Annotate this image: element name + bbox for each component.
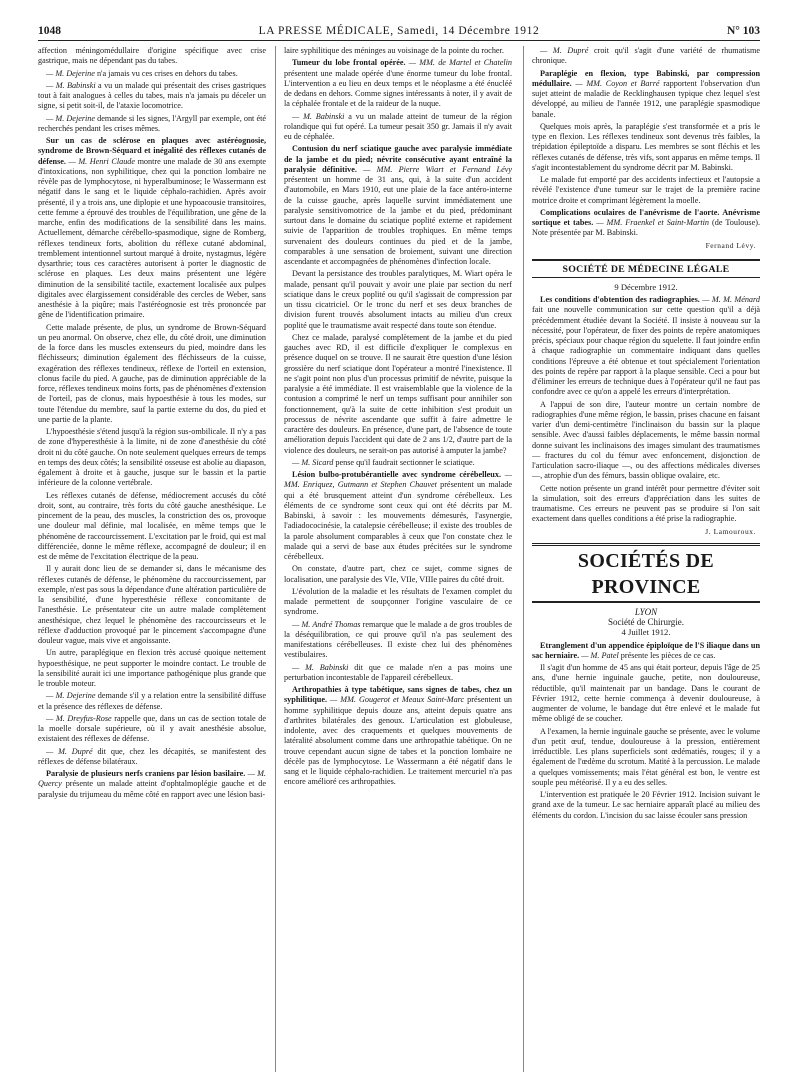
- paragraph: Le malade fut emporté par des accidents infectieux et l'autopsie a révélé l'existence d'une tumeur sur le trajet de la première racine motrice droite et comprimant légèrement la moelle.: [532, 175, 760, 205]
- speaker: — M. Babinski: [292, 662, 349, 672]
- journal-title: LA PRESSE MÉDICALE, Samedi, 14 Décembre 1912: [258, 25, 540, 37]
- paragraph-text: dit que ce malade n'en a pas moins une perturbation incontestable de l'appareil cérébelleux.: [284, 662, 512, 682]
- paragraph: [284, 470, 512, 562]
- speaker: — M. Dejerine: [46, 113, 96, 123]
- paragraph: Un autre, paraplégique en flexion très accusé quoique nettement hypoesthésique, ne peut supporter le moindre contact. Le trouble de la sensibilité aurait ici une importance pathogénique plus grande que le trouble moteur.: [38, 648, 266, 688]
- paragraph-text: présentent un malade qui a été brusquement atteint d'un syndrome cérébelleux. Les éléments de ce syndrome sont ceux qui ont été décrits par M. Babinski, à savoir : les mouvements démesurés, l'asynergie, l'adiadococinésie, la catalepsie cérébelleuse; il existe des troubles de la parole absolument comparables à ceux que l'on constate chez le malade qui a servi de base aux études précitées sur le syndrome cérébelleux.: [284, 480, 512, 561]
- paragraph: [38, 69, 266, 79]
- column-rule: [523, 46, 524, 1072]
- signature: J. Lamouroux.: [705, 526, 756, 536]
- paragraph: [38, 136, 266, 321]
- article-columns: [38, 46, 760, 1072]
- column-left: [38, 46, 266, 1072]
- paragraph: Il y aurait donc lieu de se demander si, dans le mécanisme des réflexes cutanés de défense, le phénomène du raccourcissement, par exemple, n'est pas sous la dépendance d'une altération particulière de la sensibilité, d'une hyperesthésie réflexe concomitante de l'anesthésie. Le présentateur cite un autre malade complètement anesthésique, chez lequel le phénomène des raccourcisseurs et le réflexe d'adduction provoqué par le pincement s'accompagne d'une douleur vague, mais vive et angoissante.: [38, 564, 266, 645]
- paragraph: On constate, d'autre part, chez ce sujet, comme signes de localisation, une paralysie des VIe, VIIe, VIIIe paires du côté droit.: [284, 564, 512, 584]
- speaker: — M. Dejerine: [46, 691, 96, 701]
- paragraph: A l'appui de son dire, l'auteur montre un certain nombre de radiographies d'une même région, le bassin, prises chacune en faisant varier d'un demi-centimètre l'inclinaison du bassin sur la plaque sensible. Avec d'aussi faibles déplacements, le même bassin normal donne suivant les inclinaisons des images simulant des traumatismes — fractures du col du fémur avec enfoncement, disjonction de l'articulation sacro-iliaque —, ou des affections médicales diverses—, atrophie d'un des fémurs, bassin oblique ovalaire, etc.: [532, 399, 760, 481]
- speaker: — M. Babinski: [292, 111, 345, 121]
- speaker: — M. Dupré: [540, 46, 589, 55]
- paragraph: [284, 663, 512, 684]
- paragraph-text: remarque que le malade a de gros troubles de la déséquilibration, ce qui prouve qu'il n'a pas seulement des manifestations cérébelleuses. Il existe chez lui des phénomènes vestibulaires.: [284, 619, 512, 660]
- paragraph-text: rappelle que, dans un cas de section totale de la moelle dorsale supérieure, où il y avait anesthésie absolue, existaient des réflexes de défense.: [38, 713, 266, 744]
- paragraph-text: montre une malade de 30 ans exempte d'intoxications, non syphilitique, chez qui la ponction lombaire ne révèle pas de lymphocytose, ni hyperalbuminose; le Wassermann est négatif dans le sang et le liquide céphalo-rachidien. Après avoir présenté, il y a trois ans, une diplopie et une hypoacousie transitoires, cette femme a éprouvé des troubles de l'équilibration, une gêne de la marche, enfin des modifications de la sensibilité dans les mains. Actuellement, démarche cérébello-spasmodique, signe de Romberg, réflexes tendineux forts, abolition du réflexe cutané abdominal, tremblement intentionnel surtout marqué à droite, nystagmus, légère dysarthrie; tous ces caractères autorisent à porter le diagnostic de sclérose en plaques. Les deux mains présentent une légère diminution de la sensibilité tactile, exactement localisée aux pulpes digitales avec élargissement considérable des cercles de Weber, sans anesthésie à la piqûre; mais l'astéréognosie est très prononcée par gêne de l'identification primaire.: [38, 156, 266, 320]
- paragraph: [284, 620, 512, 661]
- article-title: Complications oculaires de l'anévrisme de l'aorte. Anévrisme sortique et tabes.: [532, 207, 760, 227]
- article-title: Arthropathies à type tabétique, sans signes de tabes, chez un syphilitique.: [284, 685, 512, 705]
- paragraph: affection méningomédullaire d'origine spécifique avec crise gastrique, mais ne dépendant pas du tabes.: [38, 46, 266, 66]
- article-title: Contusion du nerf sciatique gauche avec paralysie immédiate de la jambe et du pied; névrite consécutive ayant entraîné la paralysie définitive.: [284, 144, 512, 174]
- page-number: 1048: [38, 25, 61, 37]
- article-title: Paraplégie en flexion, type Babinski, par compression médullaire.: [532, 68, 760, 88]
- paragraph-text: présente un malade atteint d'ophtalmoplégie gauche et de paralysie du trijumeau du même côté en rapport avec une lésion basi-: [38, 779, 266, 799]
- paragraph-text: présente les pièces de ce cas.: [618, 650, 716, 660]
- paragraph: [38, 114, 266, 135]
- paragraph: [532, 208, 760, 239]
- paragraph: Quelques mois après, la paraplégie s'est transformée et a pris le type en flexion. Les réflexes tendineux sont devenus très faibles, la trépidation épileptoïde a disparu. Les membres se sont fléchis et les réflexes cutanés de défense, très vifs, sont apparus en même temps. Il s'agit incontestablement du syndrome décrit par M. Babinski.: [532, 121, 760, 172]
- article-title: Sur un cas de sclérose en plaques avec astéréognosie, syndrome de Brown-Séquard et inégalité des réflexes cutanés de défense.: [38, 136, 266, 166]
- speaker: — M. Quercy: [38, 769, 266, 789]
- paragraph: [38, 747, 266, 768]
- signature: Fernand Lévy.: [705, 240, 756, 250]
- paragraph-text: demande s'il y a relation entre la sensibilité diffuse et la présence des réflexes de défense.: [38, 691, 266, 711]
- article-title: Tumeur du lobe frontal opérée.: [292, 58, 406, 68]
- paragraph-text: présentent une malade opérée d'une énorme tumeur du lobe frontal. L'intervention a eu lieu en deux temps et le néoplasme a été énucléé de dedans en dehors. Comme signes intéressants à noter, il y avait de la céphalée frontale et de la raideur de la nuque.: [284, 68, 512, 109]
- section-title: SOCIÉTÉ DE MÉDECINE LÉGALE: [562, 263, 730, 275]
- speaker: — MM. Coyon et Barré: [571, 78, 660, 88]
- column-right: [532, 46, 760, 1072]
- section-header: [532, 259, 760, 278]
- speaker: — M. Dreyfus-Rose: [46, 713, 112, 723]
- paragraph: L'évolution de la maladie et les résultats de l'examen complet du malade permettent de soupçonner l'origine vasculaire de ce syndrome.: [284, 586, 512, 617]
- speaker: — M. M. Ménard: [699, 295, 760, 304]
- paragraph-text: n'a jamais vu ces crises en dehors du tabes.: [94, 68, 238, 78]
- page-header: [38, 22, 760, 41]
- paragraph: laire syphilitique des méninges au voisinage de la pointe du rocher.: [284, 46, 504, 55]
- paragraph: A l'examen, la hernie inguinale gauche se présente, avec le volume d'un petit œuf, tendue, douloureuse à la pression, entièrement irréductible. Les plans superficiels sont œdématiés, rouges; il y a également de l'œdème du scrotum. Matité à la percussion. Le malade a quelques vomissements; mais l'état général est bon, le ventre est souple peu météorisé. Il y a eu des selles.: [532, 726, 760, 787]
- paragraph: Cette malade présente, de plus, un syndrome de Brown-Séquard un peu anormal. On observe, chez elle, du côté droit, une diminution de la force dans les muscles extenseurs du pied, moindre dans les fléchisseurs; diminution également des fléchisseurs de la cuisse, exagération des réflexes tendineux, réflexe de l'orteil en extension, clonus facile du pied. A gauche, pas de diminution appréciable de la force, réflexes tendineux moins forts, pas de phénomènes d'extension de l'orteil, pas de clonus, mais hypoesthésie à tous les modes, sur toute l'étendue du membre, sauf la partie externe du dos, du pied et une partie de la plante.: [38, 322, 266, 424]
- paragraph: Il s'agit d'un homme de 45 ans qui était porteur, depuis l'âge de 25 ans, d'une hernie inguinale gauche, petite, non douloureuse, réductible, qu'il maintenait par un bandage. Dans le courant de Février 1912, cette hernie commença à devenir douloureuse, à augmenter de volume, le bandage dut être enlevé et le malade fut même obligé de se coucher.: [532, 663, 760, 724]
- paragraph: [284, 112, 512, 143]
- paragraph: Les réflexes cutanés de défense, médiocrement accusés du côté droit, sont, au contraire, très forts du côté gauche anesthésique. Le pincement de la peau, des muscles, la constriction des os, provoque une douleur mal définie, mal localisée, en même temps que le phénomène de raccourcissement. L'excitation par le froid, qui est mal différenciée, donne le même réflexe, accompagné de douleur; il en est de même de l'excitation électrique de la peau.: [38, 490, 266, 561]
- section-date: 9 Décembre 1912.: [614, 281, 678, 292]
- paragraph-text: fait une nouvelle communication sur cette question qu'il a déjà précédemment étudiée devant la Société. Il insiste à nouveau sur la nécessité, pour l'opérateur, de fixer des points de repère anatomiques précis, spéciaux pour chaque région du squelette. Il faut joindre enfin à chaque radiographie un commentaire indiquant dans quelles conditions l'épreuve a été obtenue et tout spécialement l'orientation des points de repère par rapport à la plaque sensible. Ceci a pour but d'éliminer les erreurs de technique dues à l'opérateur qu'il ne faut pas confondre avec ce qu'on a appelé les erreurs d'interprétation.: [532, 305, 760, 397]
- paragraph-text: dit que, chez les décapités, se manifestent des réflexes de défense bilatéraux.: [38, 746, 266, 766]
- speaker: — M. Sicard: [292, 457, 334, 467]
- speaker: — MM. Gougerot et Meaux Saint-Marc: [327, 695, 465, 705]
- speaker: — M. Babinski: [46, 80, 96, 90]
- paragraph: [532, 69, 760, 120]
- paragraph-text: a vu un malade atteint de tumeur de la région rolandique qui fut opéré. La tumeur pesait 350 gr. Jamais il n'y avait eu de céphalée.: [284, 111, 512, 141]
- paragraph: [38, 769, 266, 800]
- paragraph-text: a vu un malade qui présentait des crises gastriques tout à fait analogues à celles du tabes, mais n'a jamais pu déceler un signe, si petit soit-il, de l'ataxie locomotrice.: [38, 80, 266, 111]
- city-name: LYON: [634, 606, 658, 617]
- paragraph: [38, 714, 266, 745]
- column-rule: [275, 46, 276, 1072]
- article-title: Les conditions d'obtention des radiographies.: [540, 295, 700, 304]
- paragraph: Chez ce malade, paralysé complètement de la jambe et du pied gauches avec RD, il est difficile d'expliquer le complexus en présence duquel on se trouve. Il ne saurait être question d'une lésion grossière du nerf sciatique dont l'opérateur a montré l'inexistence. Il ne s'agit point non plus d'un processus primitif de névrite, puisque la paralysie a été immédiate. Il est vraisemblable que la violence de la contusion a comprimé le nerf un temps suffisant pour annihiler son fonctionnement, qu'à la suite de cette inhibition s'est produit un processus de névrite ascendante que suffit à faire admettre le caractère des douleurs. En présence, d'une part, de l'absence de toute amélioration depuis l'accident qui date de 2 ans 1/2, d'autre part de la violence des douleurs, ne serait-on pas autorisé à amputer la jambe?: [284, 332, 512, 455]
- article-title: Paralysie de plusieurs nerfs craniens par lésion basilaire.: [46, 769, 246, 778]
- paragraph-text: présentent un homme syphilitique depuis douze ans, atteint depuis quatre ans d'arthrites bilatérales des genoux. L'articulation est globuleuse, indolente, avec des craquements et quelques mouvements de latéralité absolument comme dans une arthropathie tabétique. On ne trouve cependant aucun signe de tabes et la ponction lombaire ne décèle pas de lymphocytose. Le Wassermann a été négatif dans le sang et le liquide céphalo-rachidien. Le traitement mercuriel n'a pas encore amélioré ces arthropathies.: [284, 695, 512, 787]
- paragraph: [38, 81, 266, 112]
- issue-number: N° 103: [726, 25, 760, 37]
- speaker: — MM. de Martel et Chatelin: [405, 58, 512, 68]
- paragraph-text: (de Toulouse). Note présentée par M. Babinski.: [532, 218, 760, 238]
- paragraph-text: rapportent l'observation d'un sujet atteint de maladie de Recklinghausen typique chez lequel s'est développé, au milieu de l'année 1912, une paraplégie spasmodique banale.: [532, 78, 760, 119]
- paragraph: [532, 46, 760, 67]
- paragraph: [532, 295, 760, 398]
- column-middle: [284, 46, 512, 1072]
- paragraph: Cette notion présente un grand intérêt pour permettre d'éviter soit la simulation, soit des erreurs d'appréciation dans les suites de traumatisme. Ces erreurs ne peuvent pas se produire si l'on sait exactement dans quelles conditions a été prise la radiographie.: [532, 483, 760, 524]
- session-date: 4 Juillet 1912.: [621, 627, 671, 638]
- speaker: — MM. Pierre Wiart et Fernand Lévy: [356, 164, 512, 174]
- paragraph-text: croit qu'il s'agit d'une variété de rhumatisme chronique.: [532, 46, 760, 66]
- society-name: Société de Chirurgie.: [607, 617, 685, 627]
- paragraph: [284, 58, 512, 109]
- paragraph: [284, 458, 512, 468]
- paragraph: [38, 691, 266, 712]
- paragraph-text: présentent un homme de 31 ans, qui, à la suite d'un accident d'automobile, en Mars 1910, eut une plaie de la face antéro-interne de la cuisse gauche, après laquelle survint immédiatement une paralysie sensitivomotrice de la jambe et du pied, prédominant surtout dans le domaine du sciatique poplité externe et rapidement suivie de l'apparition de troubles trophiques. En même temps survenaient des douleurs continues du pied et de la jambe, comparables à une sensation de broiement, suivant une direction ascendante et accompagnées de phénomènes d'infection locale.: [284, 175, 512, 266]
- speaker: — MM. Enriquez, Gutmann et Stephen Chauvet: [284, 470, 512, 490]
- speaker: — M. Patel: [579, 650, 619, 660]
- speaker: — MM. Fraenkel et Saint-Martin: [593, 218, 710, 227]
- paragraph: Devant la persistance des troubles paralytiques, M. Wiart opéra le malade, pensant qu'il pouvait y avoir une plaie par section du nerf sciatique dans le creux poplité ou qu'il s'agissait de compression par un tissu cicatriciel. Or le tronc du nerf et ses deux branches de division furent trouvés absolument intacts au milieu d'un creux poplité que le traumatisme avait respecté dans toute son étendue.: [284, 269, 512, 330]
- paragraph: [532, 641, 760, 662]
- speaker: — M. Henri Claude: [65, 156, 136, 166]
- paragraph-text: pense qu'il faudrait sectionner le sciatique.: [333, 457, 475, 467]
- speaker: — M. Dejerine: [46, 68, 95, 78]
- speaker: — M. André Thomas: [292, 619, 361, 629]
- speaker: — M. Dupré: [46, 746, 93, 756]
- paragraph: L'intervention est pratiquée le 20 Février 1912. Incision suivant le grand axe de la tumeur. Le sac herniaire apparaît placé au milieu des éléments du cordon. L'incision du sac laisse écouler sans pression: [532, 790, 760, 820]
- article-title: Etranglement d'un appendice épiploïque de l'S iliaque dans un sac herniaire.: [532, 640, 760, 660]
- article-title: Lésion bulbo-protubérantielle avec syndrome cérébelleux.: [292, 470, 501, 479]
- paragraph: [284, 144, 512, 267]
- paragraph-text: demande si les signes, l'Argyll par exemple, ont été recherchés pendant les crises mêmes.: [38, 113, 266, 133]
- paragraph: [284, 685, 512, 788]
- section-heading: SOCIÉTÉS DE PROVINCE: [532, 543, 760, 603]
- paragraph: L'hypoesthésie s'étend jusqu'à la région sus-ombilicale. Il n'y a pas de zone d'hyperesthésie à la limite, ni de zone d'anesthésie du côté droit ni du côté gauche. On note seulement quelques erreurs de temps en temps des deux côtés; la sensibilité osseuse est abolie au diapason, également à droite et à gauche, jusque sur le bassin et la partie inférieure de la colonne vertébrale.: [38, 427, 266, 488]
